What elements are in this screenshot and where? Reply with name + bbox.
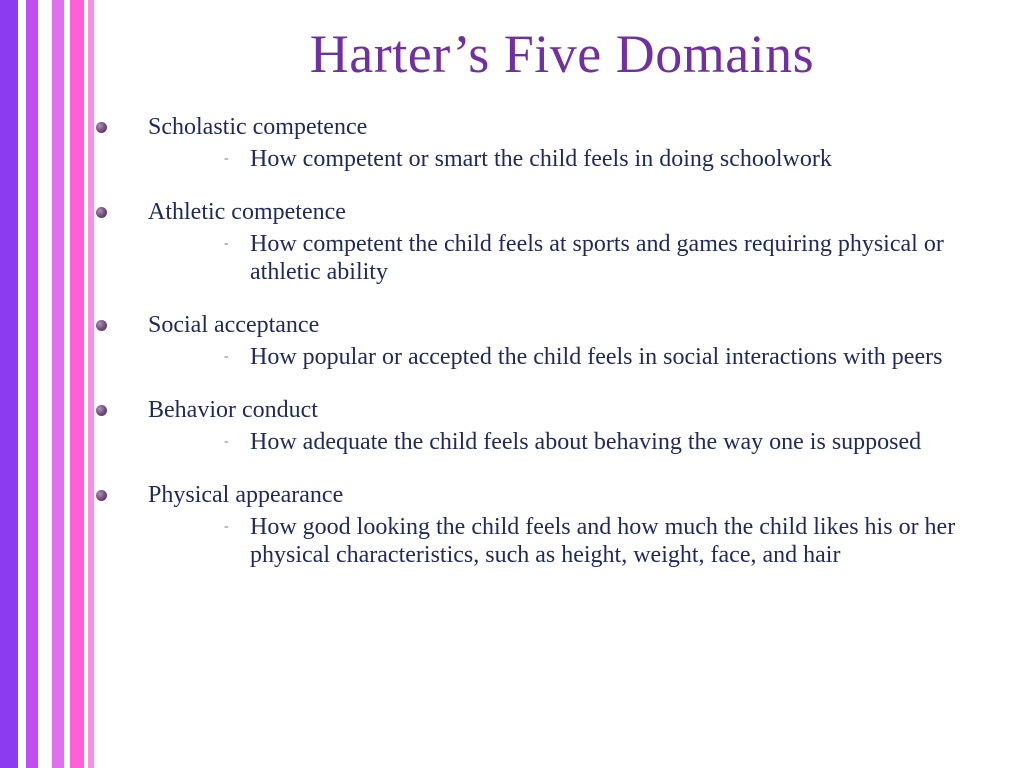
stripe-gap [38, 0, 52, 768]
item-detail [224, 343, 1018, 371]
dash-icon: - [224, 236, 229, 251]
list-item-scholastic [96, 112, 1018, 173]
bullet-dot-icon [96, 122, 107, 133]
bullet-dot-icon [96, 490, 107, 501]
item-detail-text: How popular or accepted the child feels in social interactions with peers [250, 344, 943, 370]
item-heading: Behavior conduct [148, 397, 318, 423]
item-detail-text: How competent or smart the child feels in doing schoolwork [250, 146, 832, 172]
item-heading: Social acceptance [148, 312, 320, 338]
dash-icon: - [224, 434, 229, 449]
stripe-purple [0, 0, 18, 768]
decorative-stripes [0, 0, 100, 768]
list-item-athletic [96, 197, 1018, 286]
stripe-gap [18, 0, 26, 768]
stripe-light-pink [88, 0, 94, 768]
bullet-list [96, 112, 1018, 593]
item-detail-text: How adequate the child feels about behaving the way one is supposed [250, 429, 922, 455]
dash-icon: - [224, 349, 229, 364]
item-detail [224, 428, 1018, 456]
stripe-pink [70, 0, 84, 768]
slide-title: Harter’s Five Domains [309, 24, 815, 84]
item-detail [224, 513, 1018, 569]
bullet-dot-icon [96, 405, 107, 416]
item-detail-text: How competent the child feels at sports and games requiring physical or athletic ability [250, 231, 944, 285]
stripe-violet [26, 0, 38, 768]
item-detail [224, 145, 1018, 173]
item-detail-text: How good looking the child feels and how much the child likes his or her physical characteristics, such as height, weight, face, and hair [250, 514, 956, 568]
list-item-behavior [96, 395, 1018, 456]
list-item-social [96, 310, 1018, 371]
list-item-appearance [96, 480, 1018, 569]
bullet-dot-icon [96, 320, 107, 331]
dash-icon: - [224, 519, 229, 534]
item-heading: Athletic competence [148, 199, 346, 225]
stripe-orchid [52, 0, 64, 768]
bullet-dot-icon [96, 207, 107, 218]
item-heading: Scholastic competence [148, 114, 368, 140]
item-heading: Physical appearance [148, 482, 344, 508]
dash-icon: - [224, 151, 229, 166]
item-detail [224, 230, 1018, 286]
